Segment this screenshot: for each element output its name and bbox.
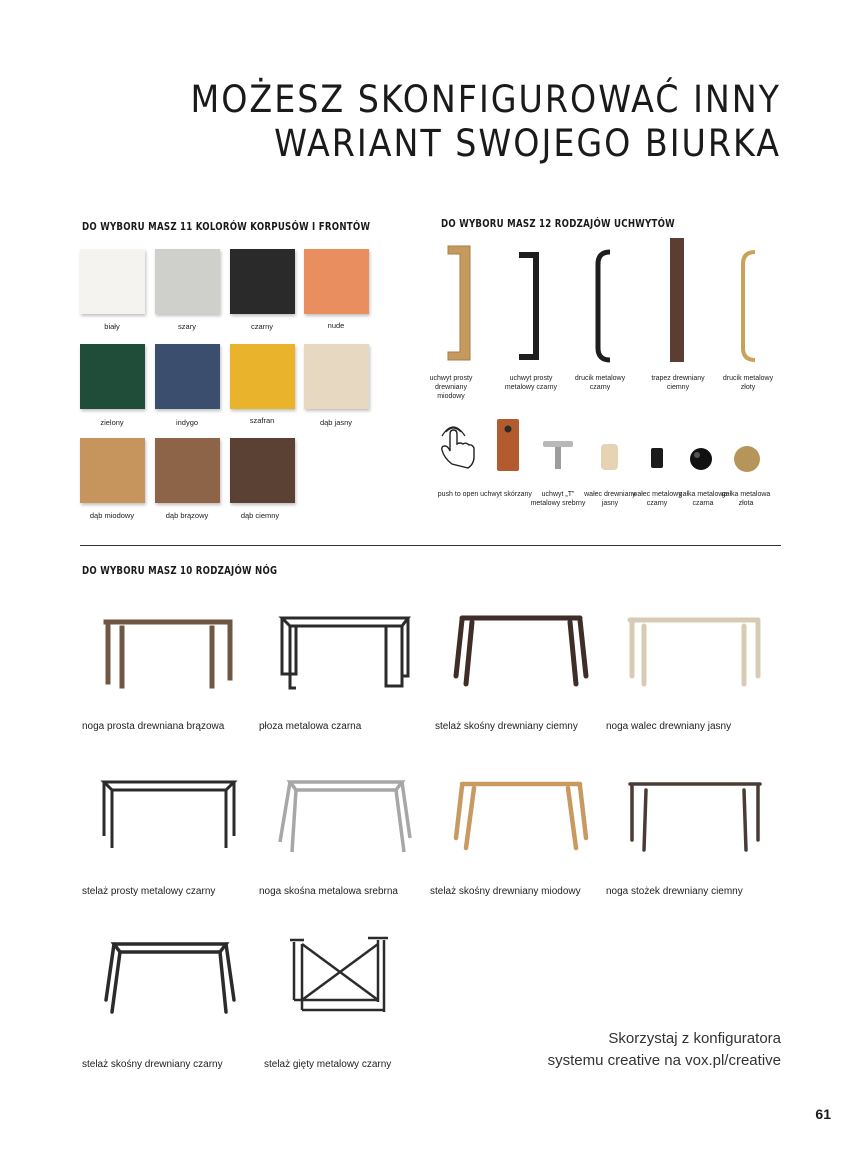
swatch-label: szary — [178, 322, 196, 331]
swatch-dab-brazowy — [155, 438, 220, 503]
swatch-szafran — [230, 344, 295, 409]
leg-label: noga walec drewniany jasny — [606, 721, 732, 732]
handle-label: uchwyt „T” metalowy srebrny — [530, 491, 586, 507]
legs-heading: DO WYBORU MASZ 10 RODZAJÓW NÓG — [82, 565, 278, 577]
page-title — [191, 78, 782, 166]
leg-label: noga stożek drewniany ciemny — [606, 886, 743, 897]
handle-metal-straight-icon — [515, 248, 547, 364]
configurator-note — [548, 1028, 781, 1072]
swatch-label: dąb ciemny — [240, 511, 280, 520]
swatch-label: indygo — [175, 418, 199, 427]
handle-trapez-wood-icon — [668, 236, 688, 364]
swatch-nude — [304, 249, 369, 314]
swatch-szary — [155, 249, 220, 314]
leg-slanted-metal-silver-icon — [276, 776, 416, 856]
handle-label: uchwyt prosty drewniany miodowy — [429, 375, 473, 400]
swatch-label: dąb jasny — [319, 418, 353, 427]
swatch-label: szafran — [249, 416, 275, 425]
leg-label: stelaż prosty metalowy czarny — [82, 886, 216, 897]
handle-label: wałec drewniany jasny — [584, 491, 636, 507]
handle-wire-black-icon — [592, 248, 616, 364]
swatch-label: biały — [104, 322, 120, 331]
leg-label: noga prosta drewniana brązowa — [82, 721, 225, 732]
handle-label: trapez drewniany ciemny — [651, 375, 705, 391]
handle-label: push to open — [437, 491, 479, 498]
knob-black-icon — [688, 446, 716, 472]
swatch-label: zielony — [100, 418, 124, 427]
swatch-indygo — [155, 344, 220, 409]
swatch-dab-miodowy — [80, 438, 145, 503]
handle-roller-metal-icon — [648, 446, 668, 470]
swatch-label: czarny — [250, 322, 274, 331]
handle-t-silver-icon — [541, 437, 575, 471]
handle-wire-gold-icon — [737, 248, 761, 364]
handle-label: uchwyt prosty metalowy czarny — [504, 375, 558, 391]
handle-leather-icon — [495, 417, 523, 473]
swatch-czarny — [230, 249, 295, 314]
handle-label: gałka metalowa złota — [721, 491, 771, 507]
handle-label: gałka metalowa czarna — [678, 491, 728, 507]
swatch-dab-jasny — [304, 344, 369, 409]
configurator-note-line-2: systemu creative na vox.pl/creative — [547, 1052, 781, 1069]
swatch-dab-ciemny — [230, 438, 295, 503]
leg-bent-metal-black-icon — [280, 934, 400, 1018]
page-title-line-2: WARIANT SWOJEGO BIURKA — [274, 122, 781, 165]
page-number: 61 — [815, 1106, 831, 1122]
leg-straight-wood-brown-icon — [100, 612, 240, 692]
handle-wood-straight-icon — [440, 240, 480, 368]
swatch-label: dąb miodowy — [89, 511, 135, 520]
knob-gold-icon — [732, 444, 762, 474]
swatch-bialy — [80, 249, 145, 314]
leg-straight-metal-black-icon — [100, 776, 240, 856]
leg-label: stelaż gięty metalowy czarny — [264, 1059, 392, 1070]
leg-label: płoza metalowa czarna — [259, 721, 362, 732]
handle-label: drucik metalowy czarny — [574, 375, 626, 391]
leg-label: stelaż skośny drewniany ciemny — [435, 721, 578, 732]
leg-label: noga skośna metalowa srebrna — [259, 886, 398, 897]
handle-label: drucik metalowy złoty — [722, 375, 774, 391]
handles-heading: DO WYBORU MASZ 12 RODZAJÓW UCHWYTÓW — [441, 218, 675, 230]
section-divider — [80, 545, 781, 546]
handle-label: uchwyt skórzany — [480, 491, 532, 498]
handle-label: wałec metalowy czarny — [632, 491, 682, 507]
leg-slanted-wood-black-icon — [100, 938, 240, 1018]
leg-label: stelaż skośny drewniany miodowy — [430, 886, 581, 897]
handle-roller-wood-icon — [598, 442, 622, 472]
swatch-label: dąb brązowy — [165, 511, 209, 520]
push-to-open-icon — [436, 424, 480, 470]
leg-label: stelaż skośny drewniany czarny — [82, 1059, 223, 1070]
leg-sled-metal-black-icon — [276, 612, 416, 692]
page-title-line-1: MOŻESZ SKONFIGUROWAĆ INNY — [190, 78, 781, 121]
leg-slanted-wood-honey-icon — [452, 776, 592, 856]
colors-heading: DO WYBORU MASZ 11 KOLORÓW KORPUSÓW I FRONTÓW — [82, 221, 371, 233]
leg-cylinder-wood-light-icon — [626, 612, 766, 692]
configurator-note-line-1: Skorzystaj z konfiguratora — [608, 1030, 781, 1047]
swatch-zielony — [80, 344, 145, 409]
swatch-label: nude — [327, 321, 345, 330]
leg-slanted-wood-dark-icon — [452, 610, 592, 690]
leg-cone-wood-dark-icon — [626, 776, 766, 856]
